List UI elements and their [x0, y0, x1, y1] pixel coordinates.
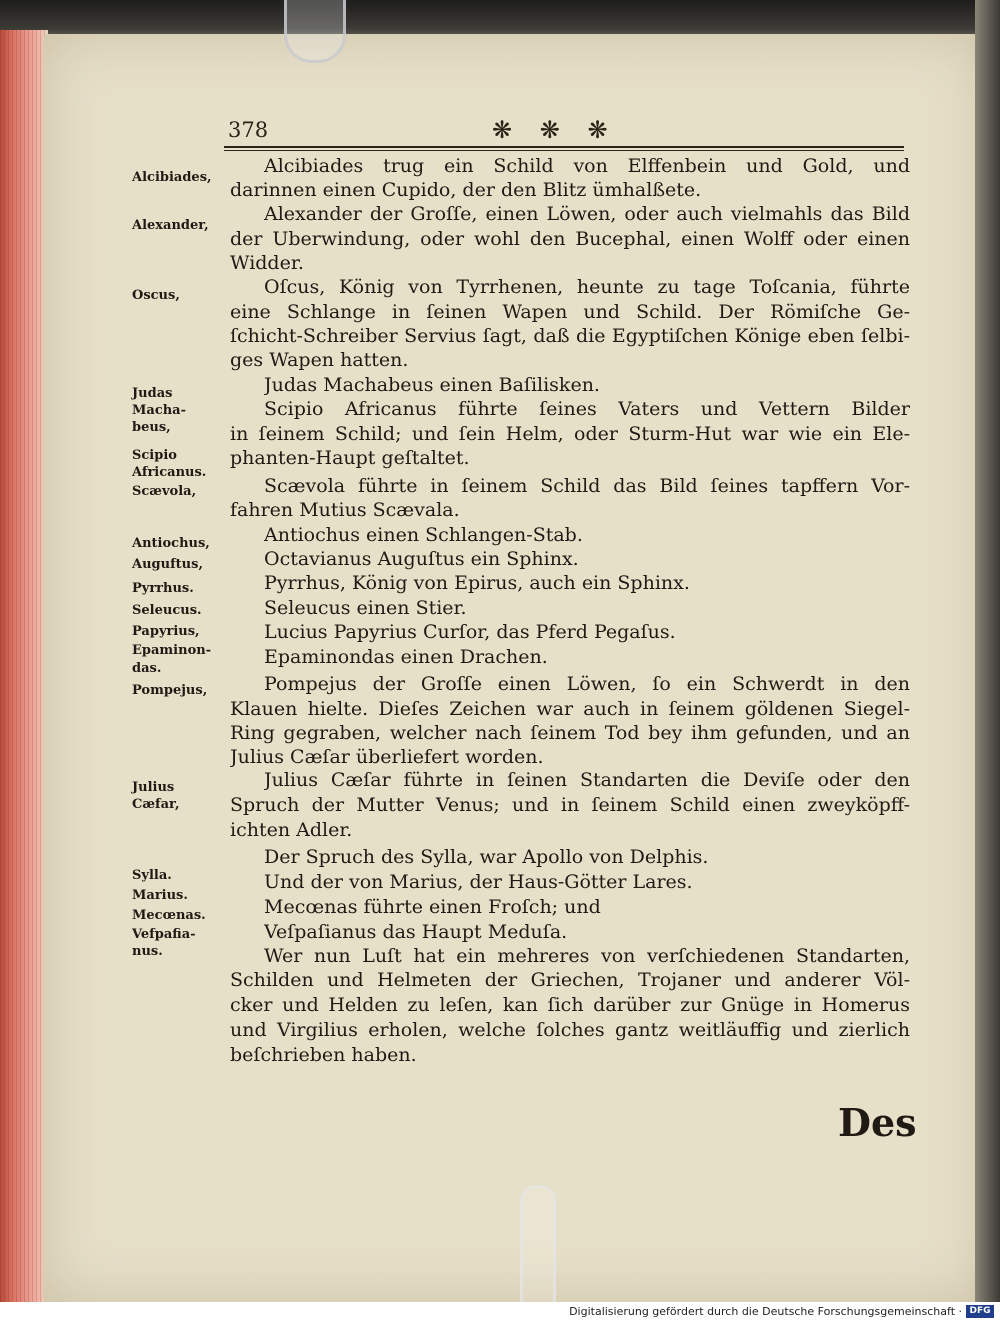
bottom-clip [520, 1185, 556, 1302]
text-line: Oſcus, König von Tyrrhenen, heunte zu tage Toſcania, führte [264, 276, 910, 298]
text-line: ges Wapen hatten. [230, 349, 409, 371]
text-line: Octavianus Auguſtus ein Sphinx. [264, 548, 579, 570]
text-line: Schilden und Helmeten der Griechen, Trojaner und anderer Völ- [230, 969, 910, 991]
running-header [224, 116, 904, 146]
page-gutter-shadow [975, 0, 1000, 1302]
margin-note: Alcibiades, [132, 170, 212, 185]
margin-note: Judas [132, 386, 173, 401]
text-line: in ſeinem Schild; und ſein Helm, oder Sturm-Hut war wie ein Ele- [230, 423, 910, 445]
text-line: Scævola führte in ſeinem Schild das Bild ſeines tapffern Vor- [264, 475, 910, 497]
text-line: Widder. [230, 252, 304, 274]
margin-note: nus. [132, 944, 163, 959]
text-line: Mecœnas führte einen Froſch; und [264, 896, 601, 918]
text-line: Seleucus einen Stier. [264, 597, 467, 619]
text-line: Veſpaſianus das Haupt Meduſa. [264, 921, 568, 943]
text-line: Alexander der Groſſe, einen Löwen, oder auch vielmahls das Bild [264, 203, 910, 225]
margin-note: Pompejus, [132, 683, 208, 698]
margin-note: Marius. [132, 888, 188, 903]
margin-note: Mecœnas. [132, 908, 206, 923]
text-line: Julius Cæſar überliefert worden. [230, 746, 544, 768]
text-line: und Virgilius erholen, welche ſolches gantz weitläuffig und zierlich [230, 1019, 910, 1041]
margin-note: Epaminon- [132, 643, 212, 658]
text-line: Klauen hielte. Dieſes Zeichen war auch in ſeinem göldenen Siegel- [230, 698, 910, 720]
margin-note: beus, [132, 420, 171, 435]
text-line: Und der von Marius, der Haus-Götter Lares. [264, 871, 693, 893]
text-line: ſchicht-Schreiber Servius ſagt, daß die Egyptiſchen Könige eben ſelbi- [230, 325, 910, 347]
header-rule [224, 146, 904, 148]
text-line: Pompejus der Groſſe einen Löwen, ſo ein Schwerdt in den [264, 673, 910, 695]
margin-note: Sylla. [132, 868, 172, 883]
margin-note: Auguftus, [132, 557, 203, 572]
text-line: cker und Helden zu leſen, kan ſich darüber zur Gnüge in Homerus [230, 994, 910, 1016]
text-line: eine Schlange in ſeinen Wapen und Schild. Der Römiſche Ge- [230, 301, 910, 323]
margin-note: Oscus, [132, 288, 180, 303]
margin-note: Scævola, [132, 484, 197, 499]
margin-note: Julius [132, 780, 175, 795]
text-line: Lucius Papyrius Curſor, das Pferd Pegaſus. [264, 621, 676, 643]
funding-notice: Digitalisierung gefördert durch die Deutsche Forschungsgemeinschaft · [569, 1305, 962, 1318]
text-line: der Uberwindung, oder wohl den Bucephal, einen Wolff oder einen [230, 228, 910, 250]
text-line: ichten Adler. [230, 819, 353, 841]
red-page-edges [0, 30, 48, 1302]
dfg-logo-icon: DFG [966, 1305, 994, 1318]
text-line: fahren Mutius Scævala. [230, 499, 460, 521]
text-line: phanten-Haupt geſtaltet. [230, 447, 470, 469]
margin-note: Pyrrhus. [132, 581, 194, 596]
text-line: Alcibiades trug ein Schild von Elffenbein und Gold, und [264, 155, 910, 177]
margin-note: Papyrius, [132, 624, 200, 639]
text-line: darinnen einen Cupido, der den Blitz ümhalßete. [230, 179, 702, 201]
text-line: Judas Machabeus einen Baſilisken. [264, 374, 600, 396]
catchword: Des [838, 1100, 917, 1145]
text-line: Scipio Africanus führte ſeines Vaters und Vettern Bilder [264, 398, 910, 420]
margin-note: Scipio [132, 448, 177, 463]
text-line: Antiochus einen Schlangen-Stab. [264, 524, 583, 546]
header-rule-thin [224, 150, 904, 151]
header-ornament: ❋ ❋ ❋ [492, 116, 618, 144]
page-clip [284, 0, 346, 63]
margin-note: Africanus. [132, 465, 207, 480]
margin-note: das. [132, 661, 162, 676]
text-line: Ring gegraben, welcher nach ſeinem Tod bey ihm gefunden, und an [230, 722, 910, 744]
margin-note: Seleucus. [132, 603, 202, 618]
page-number: 378 [228, 118, 269, 142]
text-line: Julius Cæſar führte in ſeinen Standarten die Deviſe oder den [264, 769, 910, 791]
text-line: Pyrrhus, König von Epirus, auch ein Sphinx. [264, 572, 690, 594]
margin-note: Antiochus, [132, 536, 210, 551]
margin-note: Cæfar, [132, 797, 180, 812]
margin-note: Alexander, [132, 218, 209, 233]
text-line: beſchrieben haben. [230, 1044, 417, 1066]
text-line: Wer nun Luſt hat ein mehreres von verſchiedenen Standarten, [264, 945, 910, 967]
margin-note: Vefpafia- [132, 927, 196, 942]
text-line: Spruch der Mutter Venus; und in ſeinem Schild einen zweyköpff- [230, 794, 910, 816]
text-line: Epaminondas einen Drachen. [264, 646, 548, 668]
text-line: Der Spruch des Sylla, war Apollo von Delphis. [264, 846, 709, 868]
margin-note: Macha- [132, 403, 186, 418]
footer-bar [0, 1302, 1000, 1322]
